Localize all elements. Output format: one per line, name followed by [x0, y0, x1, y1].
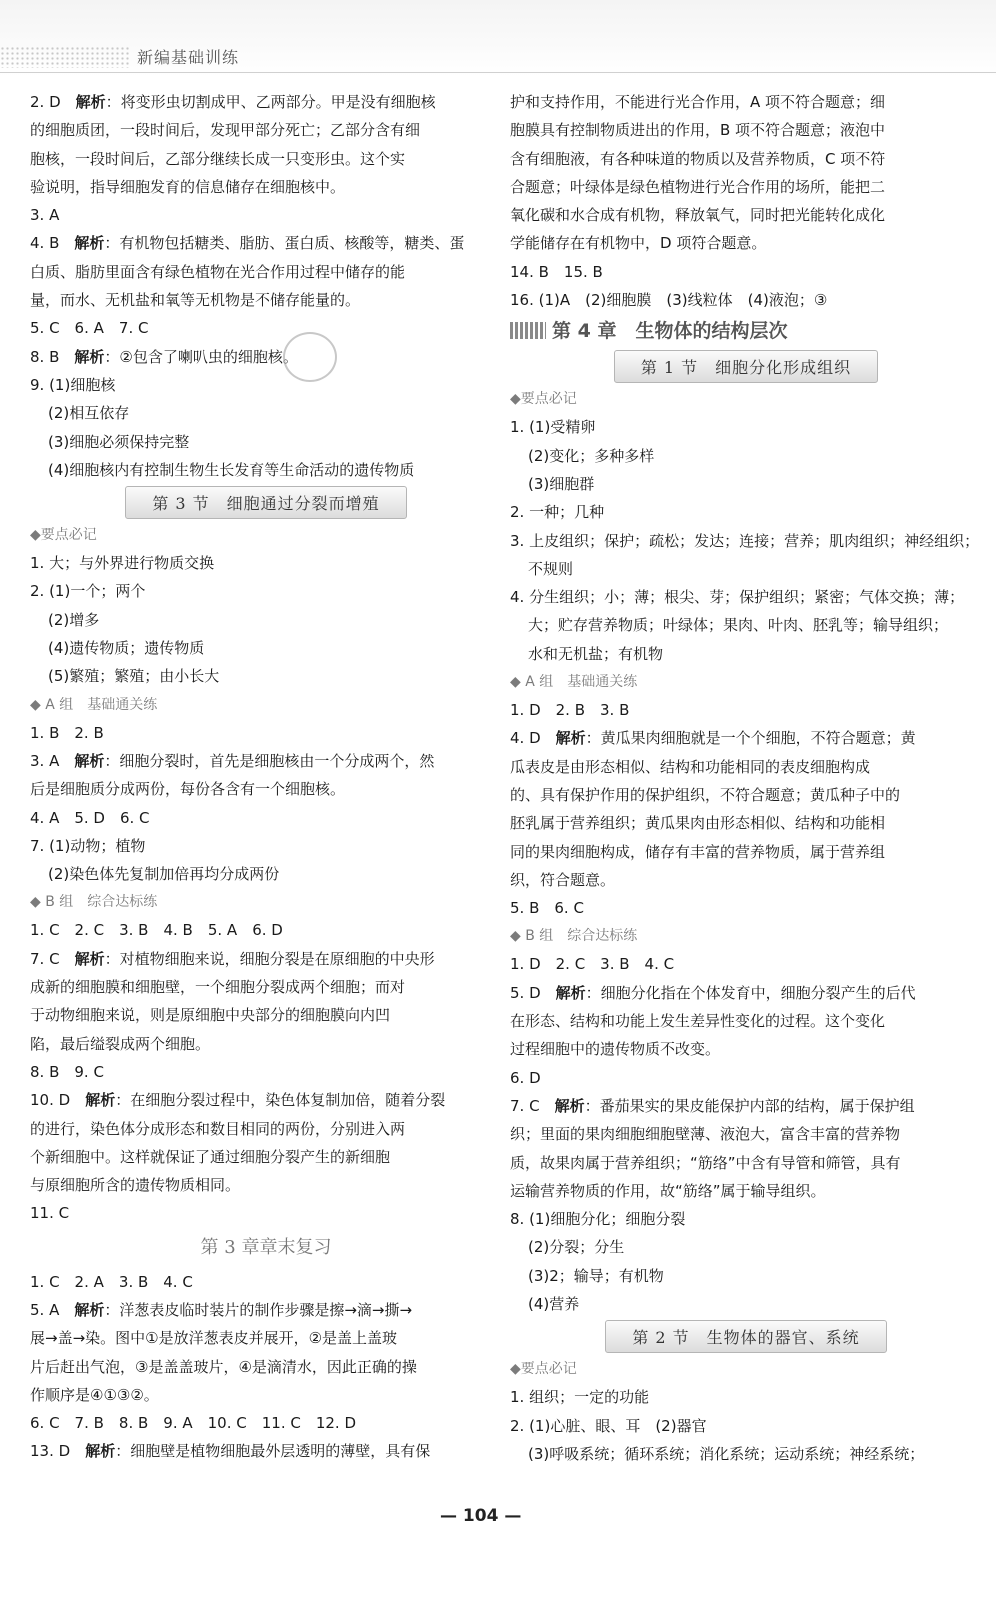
section-header-3-3: 第 3 节 细胞通过分裂而增殖 — [30, 486, 502, 518]
answer-block-s33-a — [30, 719, 502, 889]
answer-line: 在形态、结构和功能上发生差异性变化的过程。这个变化 — [510, 1012, 886, 1031]
answer-line: 片后赶出气泡，③是盖盖玻片，④是滴清水，因此正确的操 — [30, 1357, 417, 1376]
answer-line: (5)繁殖；繁殖；由小长大 — [48, 667, 220, 686]
answer-line: (4)遗传物质；遗传物质 — [48, 639, 205, 658]
answer-line: 1. 大；与外界进行物质交换 — [30, 554, 215, 573]
page-number: — 104 — — [440, 1506, 522, 1526]
answer-line: 8. B 9. C — [30, 1062, 104, 1081]
answer-line: 合题意；叶绿体是绿色植物进行光合作用的场所，能把二 — [510, 177, 886, 196]
answer-line: 于动物细胞来说，则是原细胞中央部分的细胞膜向内凹 — [30, 1006, 391, 1025]
answer-line: 2. (1)心脏、眼、耳 (2)器官 — [510, 1416, 707, 1435]
answer-line: 4. B 解析：有机物包括糖类、脂肪、蛋白质、核酸等，糖类、蛋 — [30, 234, 465, 253]
answer-line: 个新细胞中。这样就保证了通过细胞分裂产生的新细胞 — [30, 1147, 391, 1166]
key-points-label-r2: ◆要点必记 — [510, 1361, 577, 1378]
chapter-title — [510, 314, 982, 348]
answer-line: 4. D 解析：黄瓜果肉细胞就是一个个细胞，不符合题意；黄 — [510, 729, 916, 748]
key-points-label-r: ◆要点必记 — [510, 391, 577, 408]
answer-line: 量，而水、无机盐和氧等无机物是不储存能量的。 — [30, 291, 361, 310]
answer-line: 7. C 解析：番茄果实的果皮能保护内部的结构，属于保护组 — [510, 1096, 915, 1115]
chapter-review-title: 第 3 章章末复习 — [200, 1236, 332, 1258]
answer-line: 含有细胞液，有各种味道的物质以及营养物质，C 项不符 — [510, 149, 886, 168]
answer-line: 后是细胞质分成两份，每份各含有一个细胞核。 — [30, 780, 346, 799]
answer-line: 3. A — [30, 206, 60, 225]
series-title: 新编基础训练 — [137, 48, 240, 67]
answer-line: 7. (1)动物；植物 — [30, 836, 146, 855]
answer-line: 织，符合题意。 — [510, 870, 616, 889]
answer-line: 3. A 解析：细胞分裂时，首先是细胞核由一个分成两个，然 — [30, 751, 435, 770]
answer-line: 过程细胞中的遗传物质不改变。 — [510, 1040, 721, 1059]
answer-line: 成新的细胞膜和细胞壁，一个细胞分裂成两个细胞；而对 — [30, 978, 406, 997]
answer-line: 的进行，染色体分成形态和数目相同的两份，分别进入两 — [30, 1119, 406, 1138]
answer-line: 运输营养物质的作用，故“筋络”属于输导组织。 — [510, 1181, 826, 1200]
answer-line: 护和支持作用，不能进行光合作用，A 项不符合题意；细 — [510, 93, 886, 111]
section-header-4-2: 第 2 节 生物体的器官、系统 — [510, 1320, 982, 1352]
answer-line: 2. 一种；几种 — [510, 503, 605, 522]
answer-line: 9. (1)细胞核 — [30, 375, 116, 394]
answer-line: 1. (1)受精卵 — [510, 418, 596, 437]
answer-line: (2)分裂；分生 — [528, 1238, 625, 1257]
answer-line: 质，故果肉属于营养组织；“筋络”中含有导管和筛管，具有 — [510, 1153, 901, 1172]
group-a-label: ◆ A 组 基础通关练 — [30, 696, 158, 713]
answer-line: (3)2；输导；有机物 — [528, 1266, 664, 1285]
answer-line: 16. (1)A (2)细胞膜 (3)线粒体 (4)液泡；③ — [510, 291, 828, 310]
answer-line: 学能储存在有机物中，D 项符合题意。 — [510, 234, 767, 253]
answer-line: 13. D 解析：细胞壁是植物细胞最外层透明的薄壁，具有保 — [30, 1442, 431, 1461]
answer-block-s41-a — [510, 696, 982, 922]
answer-line: 1. C 2. A 3. B 4. C — [30, 1272, 193, 1291]
answer-line: 5. A 解析：洋葱表皮临时装片的制作步骤是擦→滴→撕→ — [30, 1300, 413, 1319]
chapter-bars-decoration — [510, 322, 546, 339]
answer-line: 同的果肉细胞构成，储存有丰富的营养物质，属于营养组 — [510, 842, 886, 861]
answer-block-review — [30, 1268, 502, 1466]
answer-line: 1. B 2. B — [30, 723, 104, 742]
answer-line: (3)呼吸系统；循环系统；消化系统；运动系统；神经系统； — [528, 1444, 925, 1463]
answer-line: 1. C 2. C 3. B 4. B 5. A 6. D — [30, 921, 283, 940]
section-header-4-1: 第 1 节 细胞分化形成组织 — [510, 350, 982, 382]
answer-line: 氧化碳和水合成有机物，释放氧气，同时把光能转化成化 — [510, 206, 886, 225]
answer-block-top — [30, 88, 502, 484]
answer-line: 验说明，指导细胞发育的信息储存在细胞核中。 — [30, 177, 346, 196]
answer-line: (4)细胞核内有控制生物生长发育等生命活动的遗传物质 — [48, 460, 415, 479]
answer-block-s41-b — [510, 950, 982, 1318]
header-dot-pattern — [0, 46, 130, 68]
answer-line: (4)营养 — [528, 1294, 580, 1313]
answer-line: 4. A 5. D 6. C — [30, 808, 150, 827]
answer-line: 14. B 15. B — [510, 262, 603, 281]
answer-line: 8. B 解析：②包含了喇叭虫的细胞核。 — [30, 347, 298, 366]
chapter-title-text: 第 4 章 生物体的结构层次 — [552, 320, 788, 343]
answer-line: 大；贮存营养物质；叶绿体；果肉、叶肉、胚乳等；输导组织； — [528, 616, 949, 635]
answer-line: 11. C — [30, 1204, 70, 1223]
answer-line: 白质、脂肪里面含有绿色植物在光合作用过程中储存的能 — [30, 262, 406, 281]
answer-block-continued — [510, 88, 982, 314]
answer-line: 7. C 解析：对植物细胞来说，细胞分裂是在原细胞的中央形 — [30, 949, 435, 968]
answer-block-s42 — [510, 1383, 982, 1468]
answer-line: (2)染色体先复制加倍再均分成两份 — [48, 865, 280, 884]
group-a-label-r: ◆ A 组 基础通关练 — [510, 674, 638, 691]
answer-block-s33 — [30, 549, 502, 690]
answer-line: 胞膜具有控制物质进出的作用，B 项不符合题意；液泡中 — [510, 121, 886, 140]
answer-line: 展→盖→染。图中①是放洋葱表皮并展开，②是盖上盖玻 — [30, 1329, 398, 1348]
group-b-label: ◆ B 组 综合达标练 — [30, 894, 158, 911]
answer-line: 陷，最后缢裂成两个细胞。 — [30, 1034, 211, 1053]
answer-line: 的细胞质团，一段时间后，发现甲部分死亡；乙部分含有细 — [30, 121, 421, 140]
group-b-label-r: ◆ B 组 综合达标练 — [510, 928, 638, 945]
answer-line: 3. 上皮组织；保护；疏松；发达；连接；营养；肌肉组织；神经组织； — [510, 531, 980, 550]
right-column — [510, 88, 982, 1468]
answer-line: 1. D 2. B 3. B — [510, 701, 630, 720]
answer-line: 2. (1)一个；两个 — [30, 582, 146, 601]
answer-line: 4. 分生组织；小；薄；根尖、芽；保护组织；紧密；气体交换；薄； — [510, 588, 965, 607]
answer-line: 2. D 解析：将变形虫切割成甲、乙两部分。甲是没有细胞核 — [30, 93, 436, 111]
answer-line: 织；里面的果肉细胞细胞壁薄、液泡大，富含丰富的营养物 — [510, 1125, 901, 1144]
answer-line: (2)增多 — [48, 610, 100, 629]
answer-line: 胞核，一段时间后，乙部分继续长成一只变形虫。这个实 — [30, 149, 406, 168]
answer-line: 瓜表皮是由形态相似、结构和功能相同的表皮细胞构成 — [510, 757, 871, 776]
answer-line: 1. D 2. C 3. B 4. C — [510, 955, 675, 974]
header-rule — [0, 72, 996, 73]
answer-line: 胚乳属于营养组织；黄瓜果肉由形态相似、结构和功能相 — [510, 814, 886, 833]
answer-block-s33-b — [30, 916, 502, 1227]
key-points-label: ◆要点必记 — [30, 527, 97, 544]
answer-line: 不规则 — [528, 559, 574, 578]
answer-line: 6. D — [510, 1068, 541, 1087]
answer-line: 5. C 6. A 7. C — [30, 319, 149, 338]
stamp-seal — [283, 332, 337, 382]
answer-line: 10. D 解析：在细胞分裂过程中，染色体复制加倍，随着分裂 — [30, 1091, 446, 1110]
answer-line: 6. C 7. B 8. B 9. A 10. C 11. C 12. D — [30, 1414, 357, 1433]
answer-line: 5. D 解析：细胞分化指在个体发育中，细胞分裂产生的后代 — [510, 983, 916, 1002]
left-column — [30, 88, 502, 1466]
answer-block-s41 — [510, 413, 982, 668]
answer-line: (2)相互依存 — [48, 404, 130, 423]
answer-line: 8. (1)细胞分化；细胞分裂 — [510, 1210, 686, 1229]
answer-line: 的、具有保护作用的保护组织，不符合题意；黄瓜种子中的 — [510, 785, 901, 804]
answer-line: (2)变化；多种多样 — [528, 446, 655, 465]
answer-line: (3)细胞群 — [528, 474, 595, 493]
answer-line: 作顺序是④①③②。 — [30, 1385, 159, 1404]
answer-line: 1. 组织；一定的功能 — [510, 1388, 650, 1407]
answer-line: 与原细胞所含的遗传物质相同。 — [30, 1176, 241, 1195]
answer-line: (3)细胞必须保持完整 — [48, 432, 190, 451]
answer-line: 水和无机盐；有机物 — [528, 644, 664, 663]
answer-line: 5. B 6. C — [510, 899, 584, 918]
